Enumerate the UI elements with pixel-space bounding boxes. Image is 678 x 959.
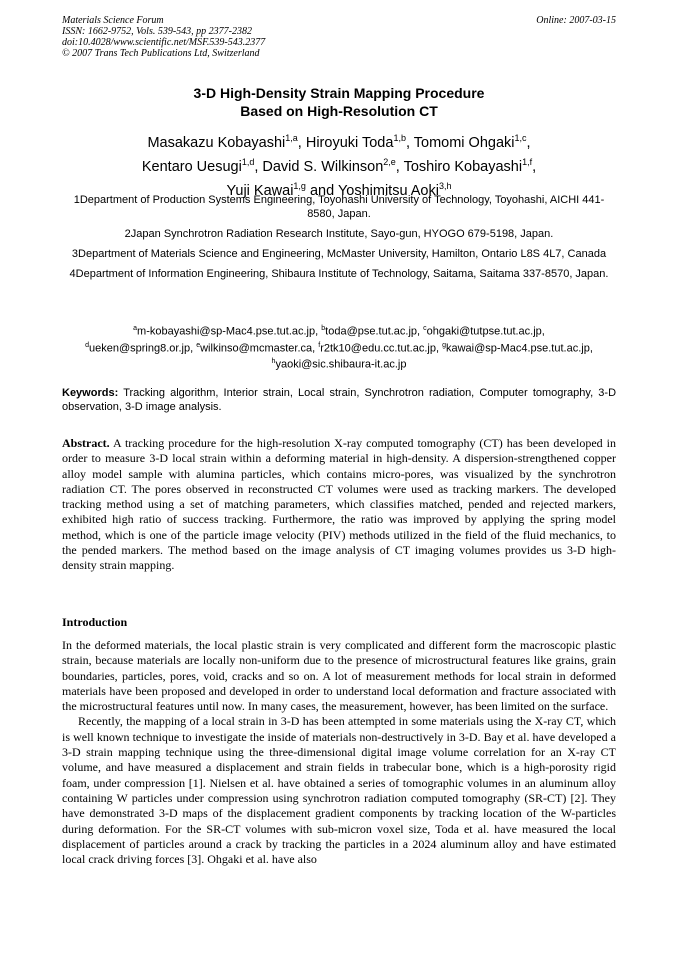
intro-paragraph-2: Recently, the mapping of a local strain in 3-D has been attempted in some materials using the X-ray CT, which is well known technique to investigate the inside of materials non-destructively in 3-D. Bay et al. have developed a 3-D strain mapping technique using the three-dimensional digital image volume correlation for an X-ray CT volume, and have measured a displacement and strain fields in trabecular bone, which is a high-porosity rigid foam, under compression [1]. Nielsen et al. have obtained a series of tomographic volumes in an aluminum alloy containing W particles under compression using synchrotron radiation computed tomography (SR-CT) [2]. They have demonstrated 3-D maps of the displacement gradient components by tracking location of the W-particles during deformation. For the SR-CT volumes with sub-micron voxel size, Toda et al. have measured the local displacement of particles around a crack by tracking the particles in a 2024 aluminum alloy and have estimated local crack driving forces [3]. Ohgaki et al. have also bbox=[62, 714, 616, 867]
author-affiliation-marker: 1,c bbox=[514, 133, 527, 143]
title-line-1: 3-D High-Density Strain Mapping Procedure bbox=[193, 85, 485, 101]
keywords-text: Tracking algorithm, Interior strain, Local strain, Synchrotron radiation, Computer tomography, 3-D observation, 3-D image analysis. bbox=[62, 387, 617, 413]
affiliation-3: 3Department of Materials Science and Engineering, McMaster University, Hamilton, Ontario L8S 4L7, Canada bbox=[71, 248, 607, 260]
section-heading-introduction: Introduction bbox=[62, 615, 128, 629]
email-marker: g bbox=[442, 341, 446, 349]
author-name: Yuji Kawai bbox=[226, 182, 294, 199]
email-address[interactable]: ohgaki@tutpse.tut.ac.jp bbox=[426, 325, 542, 338]
author-affiliation-marker: 1,a bbox=[285, 133, 298, 143]
online-date: Online: 2007-03-15 bbox=[536, 15, 616, 26]
email-address[interactable]: ueken@spring8.or.jp bbox=[89, 342, 191, 355]
email-address[interactable]: kawai@sp-Mac4.pse.tut.ac.jp bbox=[445, 342, 590, 355]
author-name: Toshiro Kobayashi bbox=[403, 158, 523, 175]
author-affiliation-marker: 1,g bbox=[293, 180, 306, 191]
author-name: Kentaro Uesugi bbox=[141, 158, 242, 175]
affiliation-1: 1Department of Production Systems Engineering, Toyohashi University of Technology, Toyohashi, AICHI 441-8580, Japan. bbox=[73, 194, 605, 220]
journal-name: Materials Science Forum bbox=[62, 15, 164, 26]
author-affiliation-marker: 2,e bbox=[383, 156, 396, 167]
author-name: Hiroyuki Toda bbox=[305, 134, 394, 151]
abstract-block bbox=[62, 436, 616, 574]
copyright-line: © 2007 Trans Tech Publications Ltd, Switzerland bbox=[62, 48, 260, 59]
introduction-body bbox=[62, 638, 616, 867]
affiliation-list bbox=[62, 193, 616, 287]
email-marker: c bbox=[423, 325, 427, 332]
abstract-text: A tracking procedure for the high-resolution X-ray computed tomography (CT) has been developed in order to measure 3-D local strain within a deforming material in high-density. A dispersion-strengthened copper alloy model sample with alumina particles, which contains micro-pores, was visualized by the synchrotron radiation CT. The pores observed in reconstructed CT volumes were used as tracking markers. The developed tracking method using a set of matching parameters, which classifies matched, pended and rejected markers, exhibited high ratio of success tracking. Furthermore, the ratio was improved by applying the spring model method, which is one of the particle image velocity (PIV) methods utilized in the field of the fluid mechanics, to the pended markers. The method based on the image analysis of CT imaging volumes provides us 3-D high-density strain mapping. bbox=[62, 436, 616, 573]
author-name: David S. Wilkinson bbox=[262, 158, 384, 175]
author-affiliation-marker: 1,b bbox=[393, 133, 406, 143]
email-marker: e bbox=[196, 341, 201, 349]
author-name: Yoshimitsu Aoki bbox=[337, 182, 439, 199]
email-marker: b bbox=[321, 325, 326, 332]
email-address[interactable]: r2tk10@edu.cc.tut.ac.jp bbox=[320, 342, 436, 355]
affiliation-4: 4Department of Information Engineering, Shibaura Institute of Technology, Saitama, Saitama 337-8570, Japan. bbox=[69, 268, 609, 280]
email-address[interactable]: wilkinso@mcmaster.ca bbox=[200, 342, 313, 355]
author-affiliation-marker: 1,d bbox=[241, 156, 255, 167]
doi-line[interactable]: doi:10.4028/www.scientific.net/MSF.539-543.2377 bbox=[62, 37, 266, 48]
author-name: Tomomi Ohgaki bbox=[413, 134, 515, 151]
email-list: $^a$m-kobayashi@sp-Mac4.pse.tut.ac.jp, $^b$toda@pse.tut.ac.jp, $^c$ohgaki@tutpse.tut.ac.jp, $^d$ueken@spring8.or.jp, $^e$wilkinso@mcmaster.ca, $^f$r2tk10@edu.cc.tut.ac.jp, $^g$kawai@sp-Mac4.pse.tut.ac.jp, $^h$yaoki@sic.shibaura-it.ac.jp bbox=[85, 325, 593, 371]
journal-header bbox=[62, 15, 616, 59]
abstract-label: Abstract. bbox=[62, 436, 110, 450]
email-address[interactable]: toda@pse.tut.ac.jp bbox=[325, 325, 418, 338]
issn-line: ISSN: 1662-9752, Vols. 539-543, pp 2377-2382 bbox=[62, 26, 252, 37]
affiliation-2: 2Japan Synchrotron Radiation Research Institute, Sayo-gun, HYOGO 679-5198, Japan. bbox=[124, 228, 554, 240]
email-marker: f bbox=[318, 341, 321, 349]
intro-paragraph-1: In the deformed materials, the local plastic strain is very complicated and different form the macroscopic plastic strain, because materials are locally non-uniform due to the presence of microstructural features like grains, grain boundaries, particles, pores, void, cracks and so on. A lot of measurement methods for local strain in deformed materials have been proposed and developed in order to understand local deformation and fracture associated with the microstructural features until now. In many cases, the measurement, however, has been limited on the surface. bbox=[62, 638, 616, 714]
paper-title bbox=[62, 84, 616, 120]
email-address[interactable]: m-kobayashi@sp-Mac4.pse.tut.ac.jp bbox=[137, 325, 316, 338]
author-affiliation-marker: 3,h bbox=[438, 180, 452, 191]
author-name: Masakazu Kobayashi bbox=[147, 134, 286, 151]
author-list: Masakazu Kobayashi$^{1,a}$, Hiroyuki Toda$^{1,b}$, Tomomi Ohgaki$^{1,c}$, Kentaro Uesugi$^{1,d}$, David S. Wilkinson$^{2,e}$, Toshiro Kobayashi$^{1,f}$, Yuji Kawai$^{1,g}$ and Yoshimitsu Aoki$^{3,h}$ bbox=[141, 133, 537, 199]
email-marker: d bbox=[85, 341, 90, 349]
keywords-label: Keywords: bbox=[62, 387, 119, 399]
author-affiliation-marker: 1,f bbox=[522, 156, 533, 167]
keywords-block bbox=[62, 386, 616, 414]
title-line-2: Based on High-Resolution CT bbox=[240, 103, 438, 119]
email-marker: a bbox=[133, 325, 138, 332]
email-marker: h bbox=[271, 358, 276, 366]
email-address[interactable]: yaoki@sic.shibaura-it.ac.jp bbox=[275, 358, 407, 371]
